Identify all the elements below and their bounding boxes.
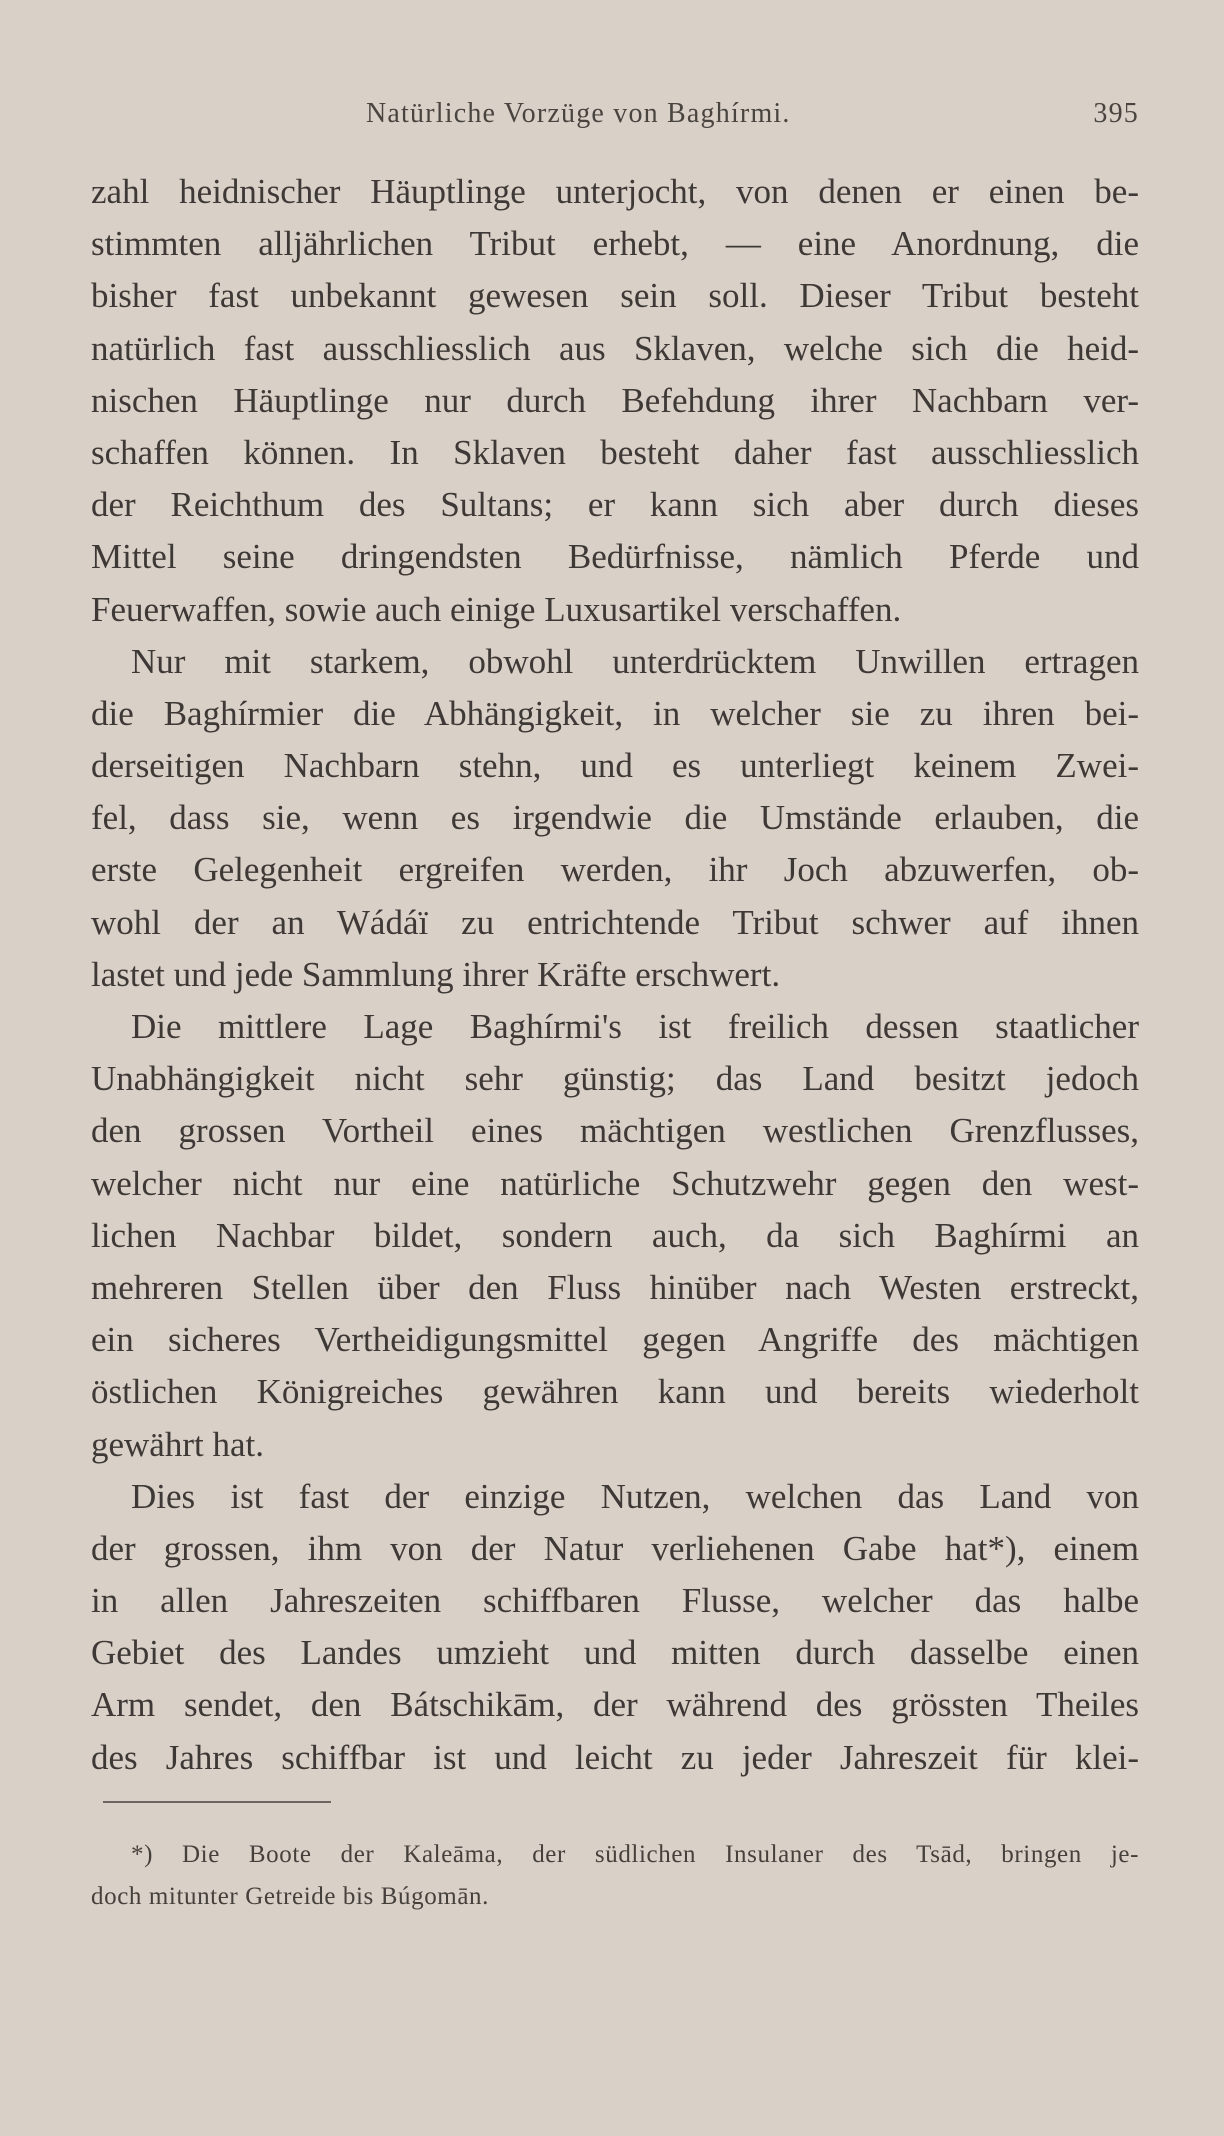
- text-line: wohl der an Wádáï zu entrichtende Tribut schwer auf ihnen: [91, 902, 1139, 942]
- text-line: Gebiet des Landes umzieht und mitten durch dasselbe einen: [91, 1633, 1139, 1673]
- text-line: Unabhängigkeit nicht sehr günstig; das Land besitzt jedoch: [91, 1059, 1139, 1099]
- body-text: [91, 166, 1139, 1784]
- text-line: stimmten alljährlichen Tribut erhebt, — eine Anordnung, die: [91, 224, 1139, 264]
- text-line: nischen Häuptlinge nur durch Befehdung ihrer Nachbarn ver-: [91, 380, 1139, 420]
- text-line: zahl heidnischer Häuptlinge unterjocht, von denen er einen be-: [91, 172, 1139, 211]
- text-line: des Jahres schiffbar ist und leicht zu jeder Jahreszeit für klei-: [91, 1737, 1139, 1777]
- text-line: Die mittlere Lage Baghírmi's ist freilich dessen staatlicher: [131, 1007, 1139, 1046]
- text-line: ein sicheres Vertheidigungsmittel gegen Angriffe des mächtigen: [91, 1320, 1139, 1360]
- text-line: welcher nicht nur eine natürliche Schutzwehr gegen den west-: [91, 1163, 1139, 1203]
- text-line: lastet und jede Sammlung ihrer Kräfte erschwert.: [91, 954, 781, 994]
- text-line: der Reichthum des Sultans; er kann sich aber durch dieses: [91, 485, 1139, 525]
- text-line: Nur mit starkem, obwohl unterdrücktem Unwillen ertragen: [131, 641, 1139, 681]
- text-line: Mittel seine dringendsten Bedürfnisse, nämlich Pferde und: [91, 537, 1139, 577]
- text-line: der grossen, ihm von der Natur verliehenen Gabe hat*), einem: [91, 1528, 1139, 1568]
- text-line: derseitigen Nachbarn stehn, und es unterliegt keinem Zwei-: [91, 746, 1139, 786]
- text-line: mehreren Stellen über den Fluss hinüber nach Westen erstreckt,: [91, 1267, 1139, 1307]
- text-line: bisher fast unbekannt gewesen sein soll. Dieser Tribut besteht: [91, 276, 1139, 316]
- footnote: [91, 1834, 1139, 1918]
- text-line: erste Gelegenheit ergreifen werden, ihr Joch abzuwerfen, ob-: [91, 850, 1139, 890]
- footnote-line: doch mitunter Getreide bis Búgomān.: [91, 1883, 490, 1910]
- text-line: gewährt hat.: [91, 1424, 264, 1464]
- text-line: schaffen können. In Sklaven besteht daher fast ausschliesslich: [91, 432, 1139, 472]
- text-line: natürlich fast ausschliesslich aus Sklaven, welche sich die heid-: [91, 328, 1139, 368]
- running-title: Natürliche Vorzüge von Baghírmi.: [366, 98, 791, 129]
- text-line: Feuerwaffen, sowie auch einige Luxusartikel verschaffen.: [91, 589, 902, 629]
- text-line: in allen Jahreszeiten schiffbaren Flusse, welcher das halbe: [91, 1581, 1139, 1621]
- page-number: 395: [1093, 98, 1139, 129]
- text-line: die Baghírmier die Abhängigkeit, in welcher sie zu ihren bei-: [91, 693, 1139, 733]
- text-line: Arm sendet, den Bátschikām, der während des grössten Theiles: [91, 1685, 1139, 1725]
- text-line: Dies ist fast der einzige Nutzen, welchen das Land von: [131, 1476, 1139, 1516]
- text-line: lichen Nachbar bildet, sondern auch, da sich Baghírmi an: [91, 1215, 1139, 1255]
- running-head: [93, 98, 1139, 138]
- footnote-line: *) Die Boote der Kaleāma, der südlichen Insulaner des Tsād, bringen je-: [131, 1841, 1139, 1868]
- text-line: den grossen Vortheil eines mächtigen westlichen Grenzflusses,: [91, 1111, 1139, 1151]
- text-line: östlichen Königreiches gewähren kann und bereits wiederholt: [91, 1372, 1139, 1412]
- footnote-divider: [103, 1801, 331, 1803]
- text-line: fel, dass sie, wenn es irgendwie die Umstände erlauben, die: [91, 798, 1139, 838]
